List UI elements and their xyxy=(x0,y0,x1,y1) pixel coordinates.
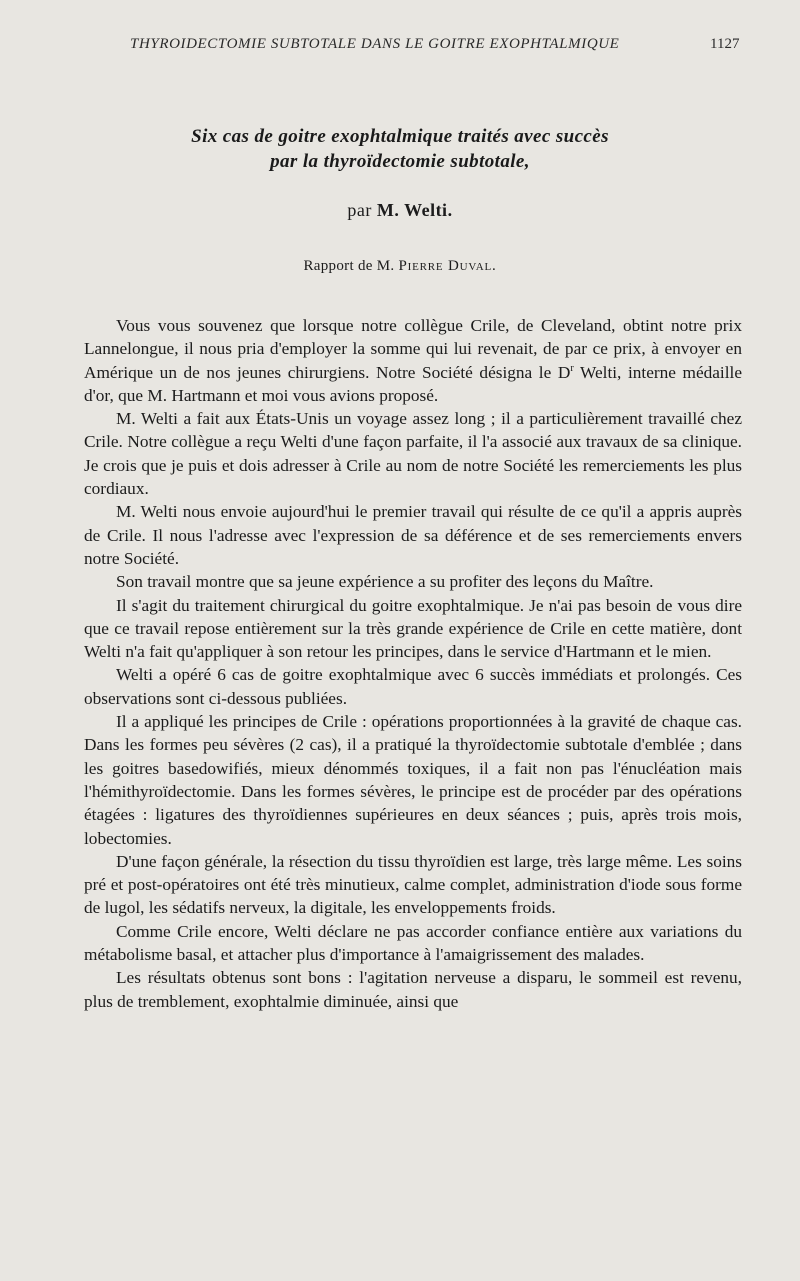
paragraph: M. Welti nous envoie aujourd'hui le premier travail qui résulte de ce qu'il a appris auprès de Crile. Il nous l'adresse avec l'expression de sa déférence et de ses remerciements envers notre Société. xyxy=(84,502,742,568)
paragraph: Son travail montre que sa jeune expérience a su profiter des leçons du Maître. xyxy=(116,572,654,592)
report-line xyxy=(0,258,800,275)
superscript: r xyxy=(570,362,574,374)
article-title xyxy=(80,124,720,174)
article-author xyxy=(0,200,800,221)
paragraph: Comme Crile encore, Welti déclare ne pas accorder confiance entière aux variations du métabolisme basal, et attacher plus d'importance à l'amaigrissement des malades. xyxy=(84,921,742,965)
page-number: 1127 xyxy=(710,36,740,52)
article-body xyxy=(84,314,742,1013)
report-author: Pierre Duval. xyxy=(398,258,497,274)
paragraph: M. Welti a fait aux États-Unis un voyage assez long ; il a particulièrement travaillé chez Crile. Notre collègue a reçu Welti d'une façon parfaite, il l'a associé aux travaux de sa clinique. Je crois que je puis et dois adresser à Crile au nom de notre Société les remerciements les plus cordiaux. xyxy=(84,409,742,499)
article-title-line-1: Six cas de goitre exophtalmique traités avec succès xyxy=(191,126,609,147)
paragraph: Welti a opéré 6 cas de goitre exophtalmique avec 6 succès immédiats et prolongés. Ces observations sont ci-dessous publiées. xyxy=(84,665,742,708)
report-prefix: Rapport de M. xyxy=(303,258,395,274)
paragraph: Vous vous souvenez que lorsque notre collègue Crile, de Cleveland, obtint notre prix Lannelongue, il nous pria d'employer la somme qui lui revenait, de par ce prix, à envoyer en Amérique un de nos jeunes chirurgiens. Notre Société désigna le $D^r$ Welti, interne médaille d'or, que M. Hartmann et moi vous avions proposé. xyxy=(84,316,742,405)
author-name: M. Welti. xyxy=(376,200,453,220)
paragraph: Il s'agit du traitement chirurgical du goitre exophtalmique. Je n'ai pas besoin de vous dire que ce travail repose entièrement sur la très grande expérience de Crile en cette matière, dont Welti n'a fait qu'appliquer à son retour les principes, dans le service d'Hartmann et le mien. xyxy=(84,595,742,662)
running-header-title: THYROIDECTOMIE SUBTOTALE DANS LE GOITRE EXOPHTALMIQUE xyxy=(130,36,620,52)
paragraph: Il a appliqué les principes de Crile : opérations proportionnées à la gravité de chaque cas. Dans les formes peu sévères (2 cas), il a pratiqué la thyroïdectomie subtotale d'emblée ; dans les goitres basedowifiés, mieux dénommés toxiques, il a fait non pas l'énucléation mais l'hémithyroïdectomie. Dans les formes sévères, le principe est de procéder par des opérations étagées : ligatures des thyroïdiennes supérieures en deux séances ; puis, après trois mois, lobectomies. xyxy=(84,712,742,848)
article-title-line-2: par la thyroïdectomie subtotale, xyxy=(270,151,530,172)
paragraph: D'une façon générale, la résection du tissu thyroïdien est large, très large même. Les soins pré et post-opératoires ont été très minutieux, calme complet, administration d'iode sous forme de lugol, les sédatifs nerveux, la digitale, les enveloppements froids. xyxy=(84,851,742,918)
paragraph: Les résultats obtenus sont bons : l'agitation nerveuse a disparu, le sommeil est revenu, plus de tremblement, exophtalmie diminuée, ainsi que xyxy=(84,968,742,1011)
author-prefix: par xyxy=(347,200,372,220)
